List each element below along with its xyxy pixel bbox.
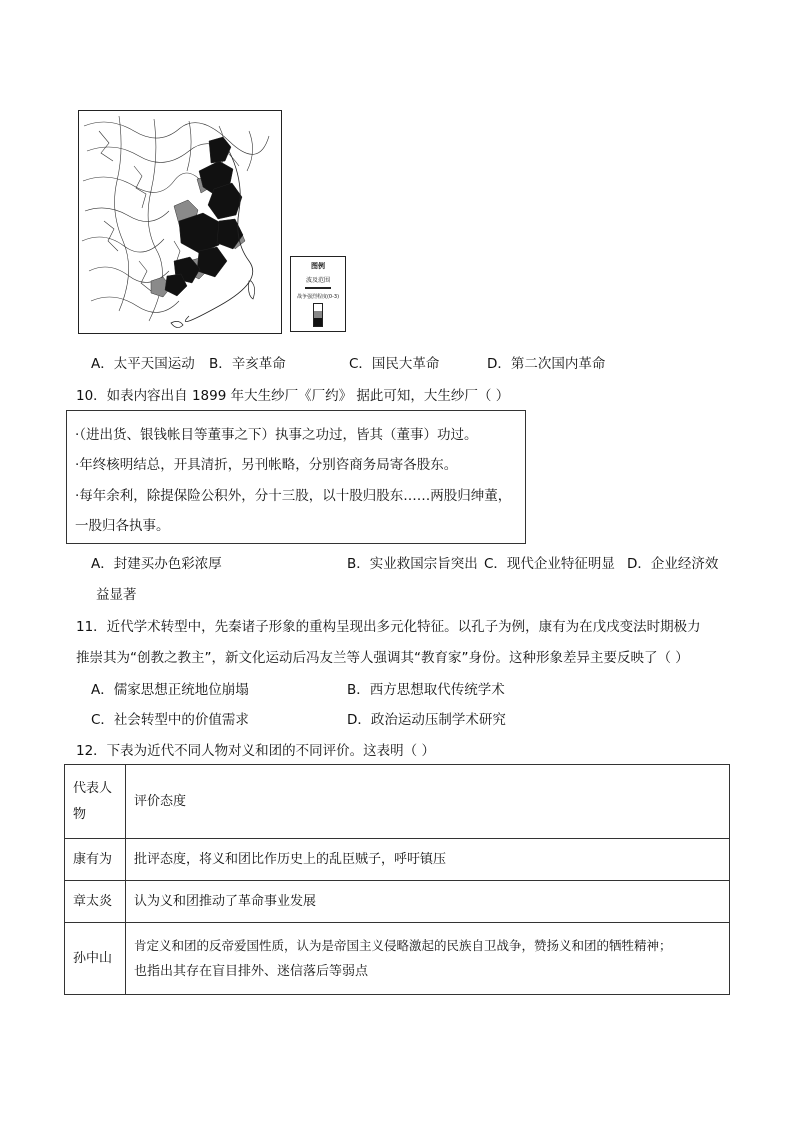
q10-option-d-continued: 益显著 [96, 587, 137, 603]
map-drawing [79, 111, 281, 333]
q11-option-b[interactable]: B．西方思想取代传统学术 [347, 682, 505, 698]
row-evaluation: 认为义和团推动了革命事业发展 [126, 881, 730, 923]
q10-quote-line: ·年终核明结总，开具清折，另刊帐略，分别咨商务局寄各股东。 [75, 457, 458, 473]
header-cell-person [65, 765, 126, 839]
q11-option-a[interactable]: A．儒家思想正统地位崩塌 [91, 682, 249, 698]
row-person: 康有为 [65, 839, 126, 881]
q11-option-c[interactable]: C．社会转型中的价值需求 [91, 712, 249, 728]
row-person: 章太炎 [65, 881, 126, 923]
legend-title: 图例 [311, 262, 325, 270]
row-person: 孙中山 [65, 923, 126, 995]
china-map-figure [78, 110, 282, 334]
q9-option-d[interactable]: D．第二次国内革命 [487, 356, 606, 372]
q10-option-a[interactable]: A．封建买办色彩浓厚 [91, 556, 222, 572]
legend-gradient-swatch [313, 303, 323, 327]
row-evaluation-line1: 肯定义和团的反帝爱国性质，认为是帝国主义侵略激起的民族自卫战争，赞扬义和团的牺牲精神； [134, 937, 672, 953]
map-legend [290, 256, 346, 332]
q10-stem: 10．如表内容出自 1899 年大生纱厂《厂约》 据此可知，大生纱厂（ ） [76, 388, 510, 404]
q10-quote-line: ·（进出货、银钱帐目等董事之下）执事之功过，皆其（董事）功过。 [75, 427, 478, 443]
q10-option-b[interactable]: B．实业救国宗旨突出 [347, 556, 478, 572]
header-person-line2: 物 [73, 806, 87, 822]
row-evaluation [126, 923, 730, 995]
q10-option-d[interactable]: D．企业经济效 [627, 556, 719, 572]
q9-option-a[interactable]: A．太平天国运动 [91, 356, 195, 372]
q12-evaluation-table [64, 764, 730, 995]
q11-option-d[interactable]: D．政治运动压制学术研究 [347, 712, 506, 728]
q11-stem-line1: 11．近代学术转型中，先秦诸子形象的重构呈现出多元化特征。以孔子为例，康有为在戊戌变法时期极力 [76, 619, 701, 635]
legend-item-range: 波及范围 [305, 277, 330, 284]
q10-quote-line: 一股归各执事。 [75, 518, 170, 534]
q9-option-b[interactable]: B．辛亥革命 [209, 356, 286, 372]
q11-stem-line2: 推崇其为“创教之教主”，新文化运动后冯友兰等人强调其“教育家”身份。这种形象差异主要反映了（ ） [76, 650, 689, 666]
q10-quote-line: ·每年余利，除提保险公积外，分十三股，以十股归股东……两股归绅董， [75, 488, 512, 504]
q12-stem: 12．下表为近代不同人物对义和团的不同评价。这表明（ ） [76, 743, 435, 759]
table-row [65, 923, 730, 995]
q10-quote-box [66, 410, 526, 544]
header-cell-attitude: 评价态度 [126, 765, 730, 839]
row-evaluation: 批评态度，将义和团比作历史上的乱臣贼子，呼吁镇压 [126, 839, 730, 881]
q10-option-c[interactable]: C．现代企业特征明显 [484, 556, 615, 572]
table-row [65, 881, 730, 923]
legend-line-swatch [305, 287, 331, 289]
table-header-row [65, 765, 730, 839]
header-person-line1: 代表人 [73, 780, 113, 796]
q9-option-c[interactable]: C．国民大革命 [349, 356, 440, 372]
table-row [65, 839, 730, 881]
row-evaluation-line2: 也指出其存在盲目排外、迷信落后等弱点 [134, 963, 369, 979]
legend-item-intensity: 战争强烈程度(0-3) [296, 294, 340, 300]
